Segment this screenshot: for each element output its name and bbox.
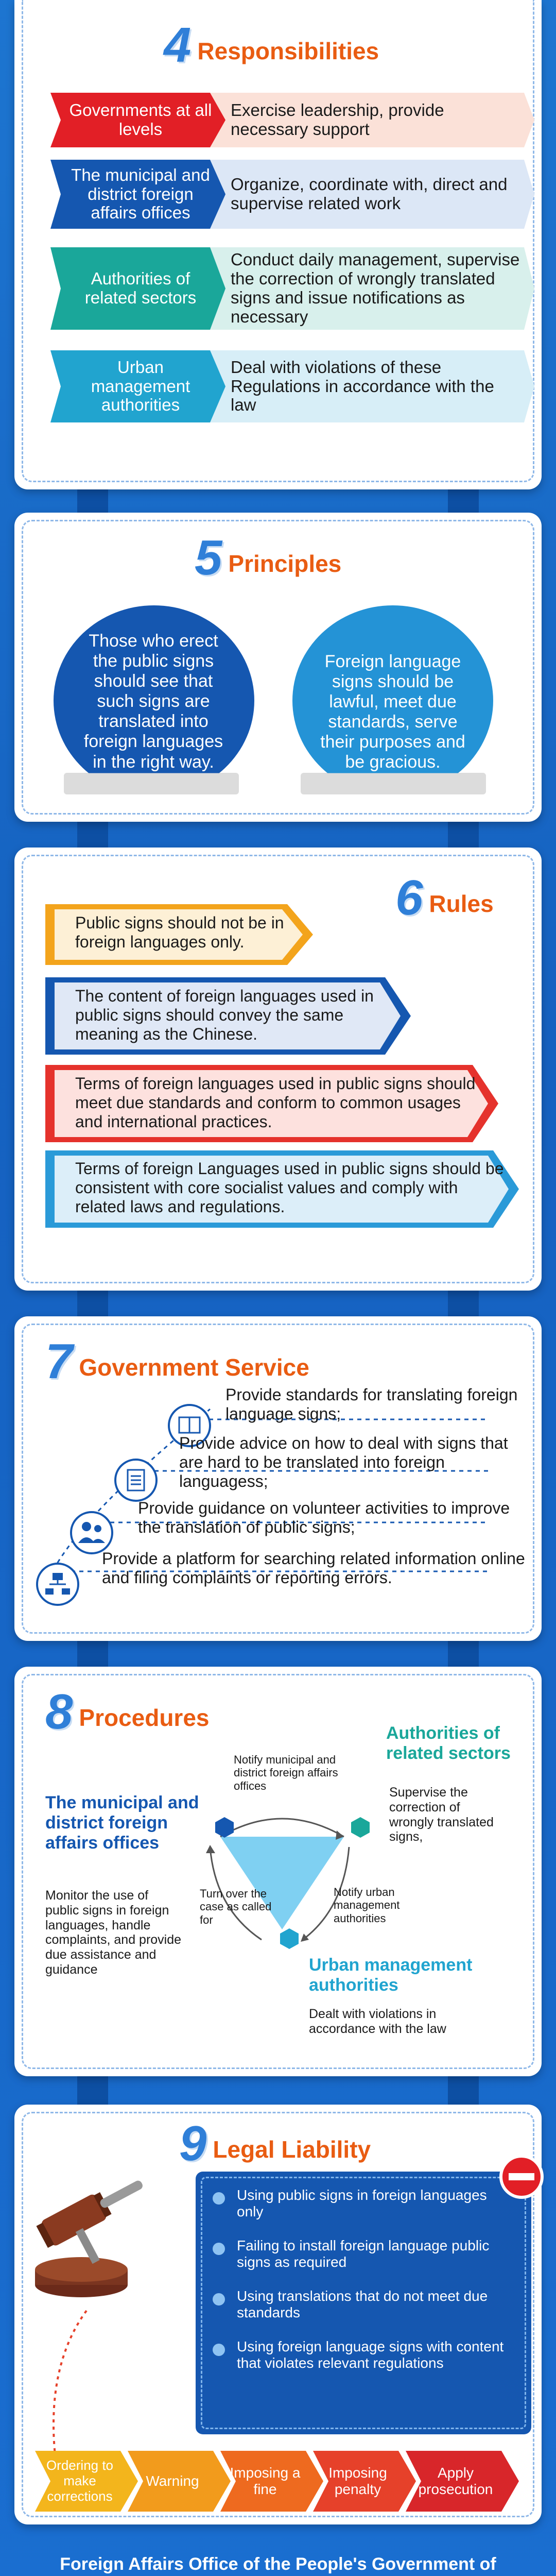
network-icon — [37, 1564, 78, 1605]
document-icon — [115, 1460, 157, 1501]
violation-bullet — [213, 2192, 225, 2205]
service-text-1: Provide standards for translating foreign language signs; — [225, 1385, 518, 1423]
responsibility-row — [50, 160, 534, 229]
responsibility-row — [50, 247, 534, 330]
foreign-offices-title: The municipal and district foreign affairs offices — [45, 1793, 199, 1853]
responsibility-desc: Organize, coordinate with, direct and supervise related work — [231, 175, 508, 213]
penalty-step-2: Warning — [146, 2472, 199, 2489]
responsibility-rows — [14, 0, 542, 489]
principles-card — [14, 513, 542, 822]
responsibility-desc: Exercise leadership, provide necessary support — [231, 100, 444, 139]
rules-card — [14, 848, 542, 1291]
prohibited-icon — [498, 2154, 545, 2200]
principle-left-platform — [64, 773, 239, 794]
violation-item-4: Using foreign language signs with content that violates relevant regulations — [237, 2338, 504, 2371]
arrow-top-label: Notify municipal and district foreign affairs offices — [234, 1753, 338, 1792]
section-title: Principles — [228, 550, 342, 577]
foreign-offices-hexagon — [215, 1817, 234, 1838]
principle-left-text: Those who erect the public signs should see that such signs are translated into foreign languages in the right way. — [83, 631, 223, 772]
responsibility-label: Authorities of related sectors — [84, 269, 197, 307]
violation-bullet — [213, 2293, 225, 2306]
responsibility-row — [50, 93, 534, 147]
responsibility-label: Governments at all levels — [69, 100, 212, 139]
arrow-right-label: Notify urban management authorities — [334, 1886, 400, 1925]
foreign-offices-desc: Monitor the use of public signs in foreign languages, handle complaints, and provide due assistance and guidance — [45, 1888, 182, 1977]
violation-item-2: Failing to install foreign language public signs as required — [237, 2238, 490, 2270]
rule-text-4: Terms of foreign Languages used in public signs should be consistent with core socialist values and comply with related laws and regulations. — [75, 1159, 504, 1216]
footer-line-1: Foreign Affairs Office of the People's Government of — [60, 2554, 496, 2574]
responsibility-row — [50, 350, 534, 422]
penalty-step-5: Apply prosecution — [418, 2464, 493, 2497]
gavel-icon — [25, 2166, 159, 2321]
responsibility-label: Urban management authorities — [91, 357, 190, 415]
responsibilities-card — [14, 0, 542, 489]
service-text-4: Provide a platform for searching related information online and filing complaints or reporting errors. — [102, 1549, 525, 1587]
legal-liability-heading — [179, 2116, 371, 2171]
principles-heading — [195, 530, 342, 585]
violation-bullet — [213, 2344, 225, 2356]
penalty-step-4: Imposing penalty — [328, 2464, 387, 2497]
sectors-hexagon — [351, 1817, 370, 1838]
section-number: 6 — [395, 870, 423, 925]
section-title: Responsibilities — [197, 38, 379, 64]
urban-title: Urban management authorities — [309, 1955, 473, 1995]
section-title: Legal Liability — [213, 2136, 371, 2163]
section-number: 5 — [195, 530, 222, 585]
responsibility-desc: Deal with violations of these Regulations in accordance with the law — [231, 357, 494, 415]
section-number: 9 — [179, 2116, 207, 2171]
responsibility-desc: Conduct daily management, supervise the correction of wrongly translated signs and issue notifications as necessary — [231, 250, 520, 326]
sectors-desc: Supervise the correction of wrongly translated signs, — [389, 1785, 494, 1844]
legal-liability-card — [14, 2105, 542, 2524]
principle-right-platform — [301, 773, 486, 794]
section-number: 4 — [164, 18, 192, 73]
government-service-card — [14, 1316, 542, 1641]
section-title: Government Service — [79, 1354, 309, 1381]
rule-text-1: Public signs should not be in foreign languages only. — [75, 913, 284, 951]
violation-item-3: Using translations that do not meet due standards — [237, 2288, 488, 2321]
penalty-step-3: Imposing a fine — [230, 2464, 301, 2497]
section-title: Rules — [429, 890, 494, 917]
people-icon — [71, 1512, 112, 1553]
urban-hexagon — [280, 1928, 299, 1949]
violation-item-1: Using public signs in foreign languages only — [237, 2187, 487, 2220]
rule-text-2: The content of foreign languages used in public signs should convey the same meaning as the Chinese. — [75, 987, 374, 1043]
urban-desc: Dealt with violations in accordance with the law — [309, 2007, 446, 2036]
procedures-card — [14, 1667, 542, 2076]
rule-text-3: Terms of foreign languages used in public signs should meet due standards and conform to common usages and international practices. — [75, 1074, 476, 1131]
violation-bullet — [213, 2243, 225, 2255]
arrow-left-label: Turn over the case as called for — [200, 1887, 272, 1926]
service-text-3: Provide guidance on volunteer activities to improve the translation of public signs; — [138, 1499, 510, 1536]
responsibility-label: The municipal and district foreign affairs offices — [71, 165, 210, 223]
section-number: 8 — [45, 1684, 73, 1739]
service-text-2: Provide advice on how to deal with signs that are hard to be translated into foreign languagess; — [179, 1434, 508, 1490]
sectors-title: Authorities of related sectors — [386, 1723, 511, 1764]
section-number: 7 — [45, 1334, 73, 1389]
section-title: Procedures — [79, 1704, 210, 1731]
principle-right-text: Foreign language signs should be lawful, meet due standards, serve their purposes and be gracious. — [320, 652, 465, 772]
penalty-step-1: Ordering to make corrections — [46, 2458, 114, 2504]
